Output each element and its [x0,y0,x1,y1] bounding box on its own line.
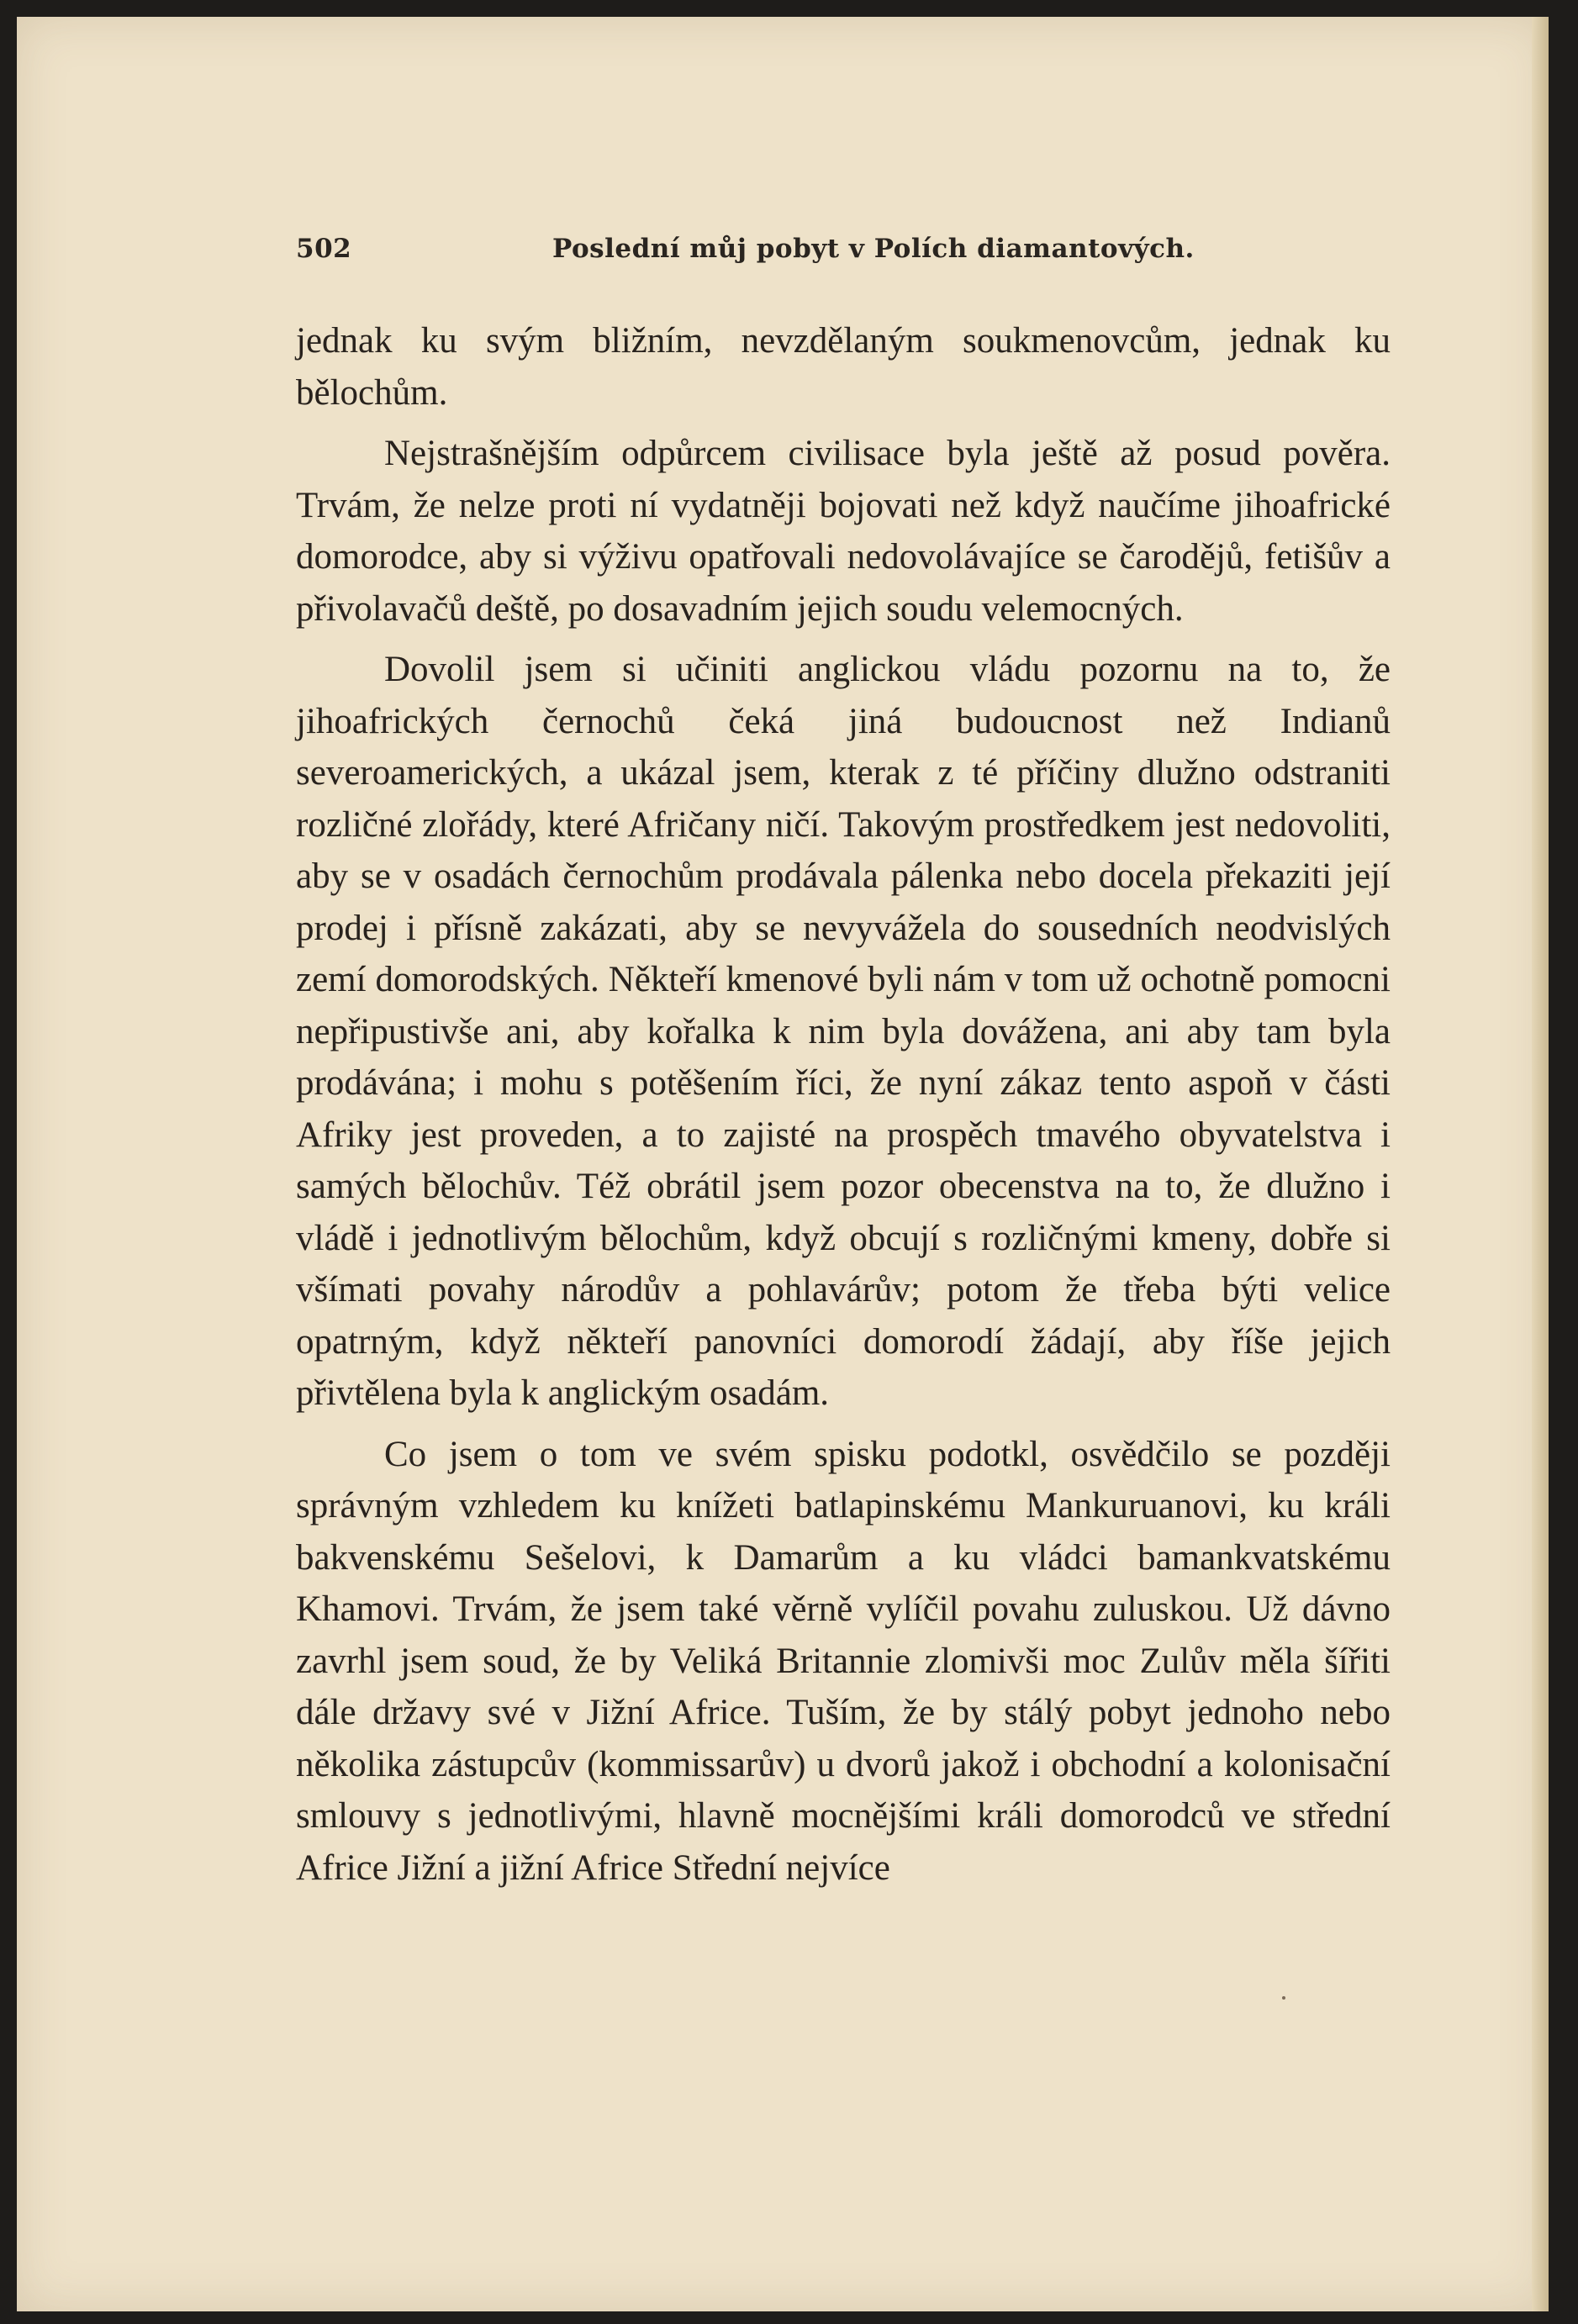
book-page [17,17,1549,2311]
page-number: 502 [296,234,352,264]
paragraph-1: jednak ku svým bližním, nevzdělaným soukmenovcům, jednak ku bělochům. [296,321,1391,413]
ink-speck [1282,1996,1285,2000]
paragraph-3: Dovolil jsem si učiniti anglickou vládu pozornu na to, že jihoafrických černochů čeká jiná budoucnost než Indianů severoamerických, a ukázal jsem, kterak z té příčiny dlužno odstraniti rozličné zlořády, které Afričany ničí. Takovým prostředkem jest nedovoliti, aby se v osadách černochům prodávala pálenka nebo docela překaziti její prodej i přísně zakázati, aby se nevyvážela do sousedních neodvislých zemí domorodských. Někteří kmenové byli nám v tom už ochotně pomocni nepřipustivše ani, aby kořalka k nim byla dovážena, ani aby tam byla prodávána; i mohu s potěšením říci, že nyní zákaz tento aspoň v části Afriky jest proveden, a to zajisté na prospěch tmavého obyvatelstva i samých bělochův. Též obrátil jsem pozor obecenstva na to, že dlužno i vládě i jednotlivým bělochům, když obcují s rozličnými kmeny, dobře si všímati povahy národův a pohlavárův; potom že třeba býti velice opatrným, když někteří panovníci domorodí žádají, aby říše jejich přivtělena byla k anglickým osadám. [296,650,1391,1413]
paragraph-2: Nejstrašnějším odpůrcem civilisace byla ještě až posud pověra. Trvám, že nelze proti ní vydatněji bojovati než když naučíme jihoafrické domorodce, aby si výživu opatřovali nedovolávajíce se čarodějů, fetišův a přivolavačů deště, po dosavadním jejich soudu velemocných. [296,434,1391,629]
body-text [296,315,1391,1903]
page-edge-shadow [1532,17,1549,2311]
paragraph-4: Co jsem o tom ve svém spisku podotkl, osvědčilo se později správným vzhledem ku knížeti batlapinskému Mankuruanovi, ku králi bakvenskému Sešelovi, k Damarům a ku vládci bamankvatskému Khamovi. Trvám, že jsem také věrně vylíčil povahu zuluskou. Už dávno zavrhl jsem soud, že by Veliká Britannie zlomivši moc Zulův měla šířiti dále državy své v Jižní Africe. Tuším, že by stálý pobyt jednoho nebo několika zástupcův (kommissarův) u dvorů jakož i obchodní a kolonisační smlouvy s jednotlivými, hlavně mocnějšími králi domorodců ve střední Africe Jižní a jižní Africe Střední nejvíce [296,1434,1391,1888]
running-title: Poslední můj pobyt v Polích diamantových. [552,234,1195,264]
